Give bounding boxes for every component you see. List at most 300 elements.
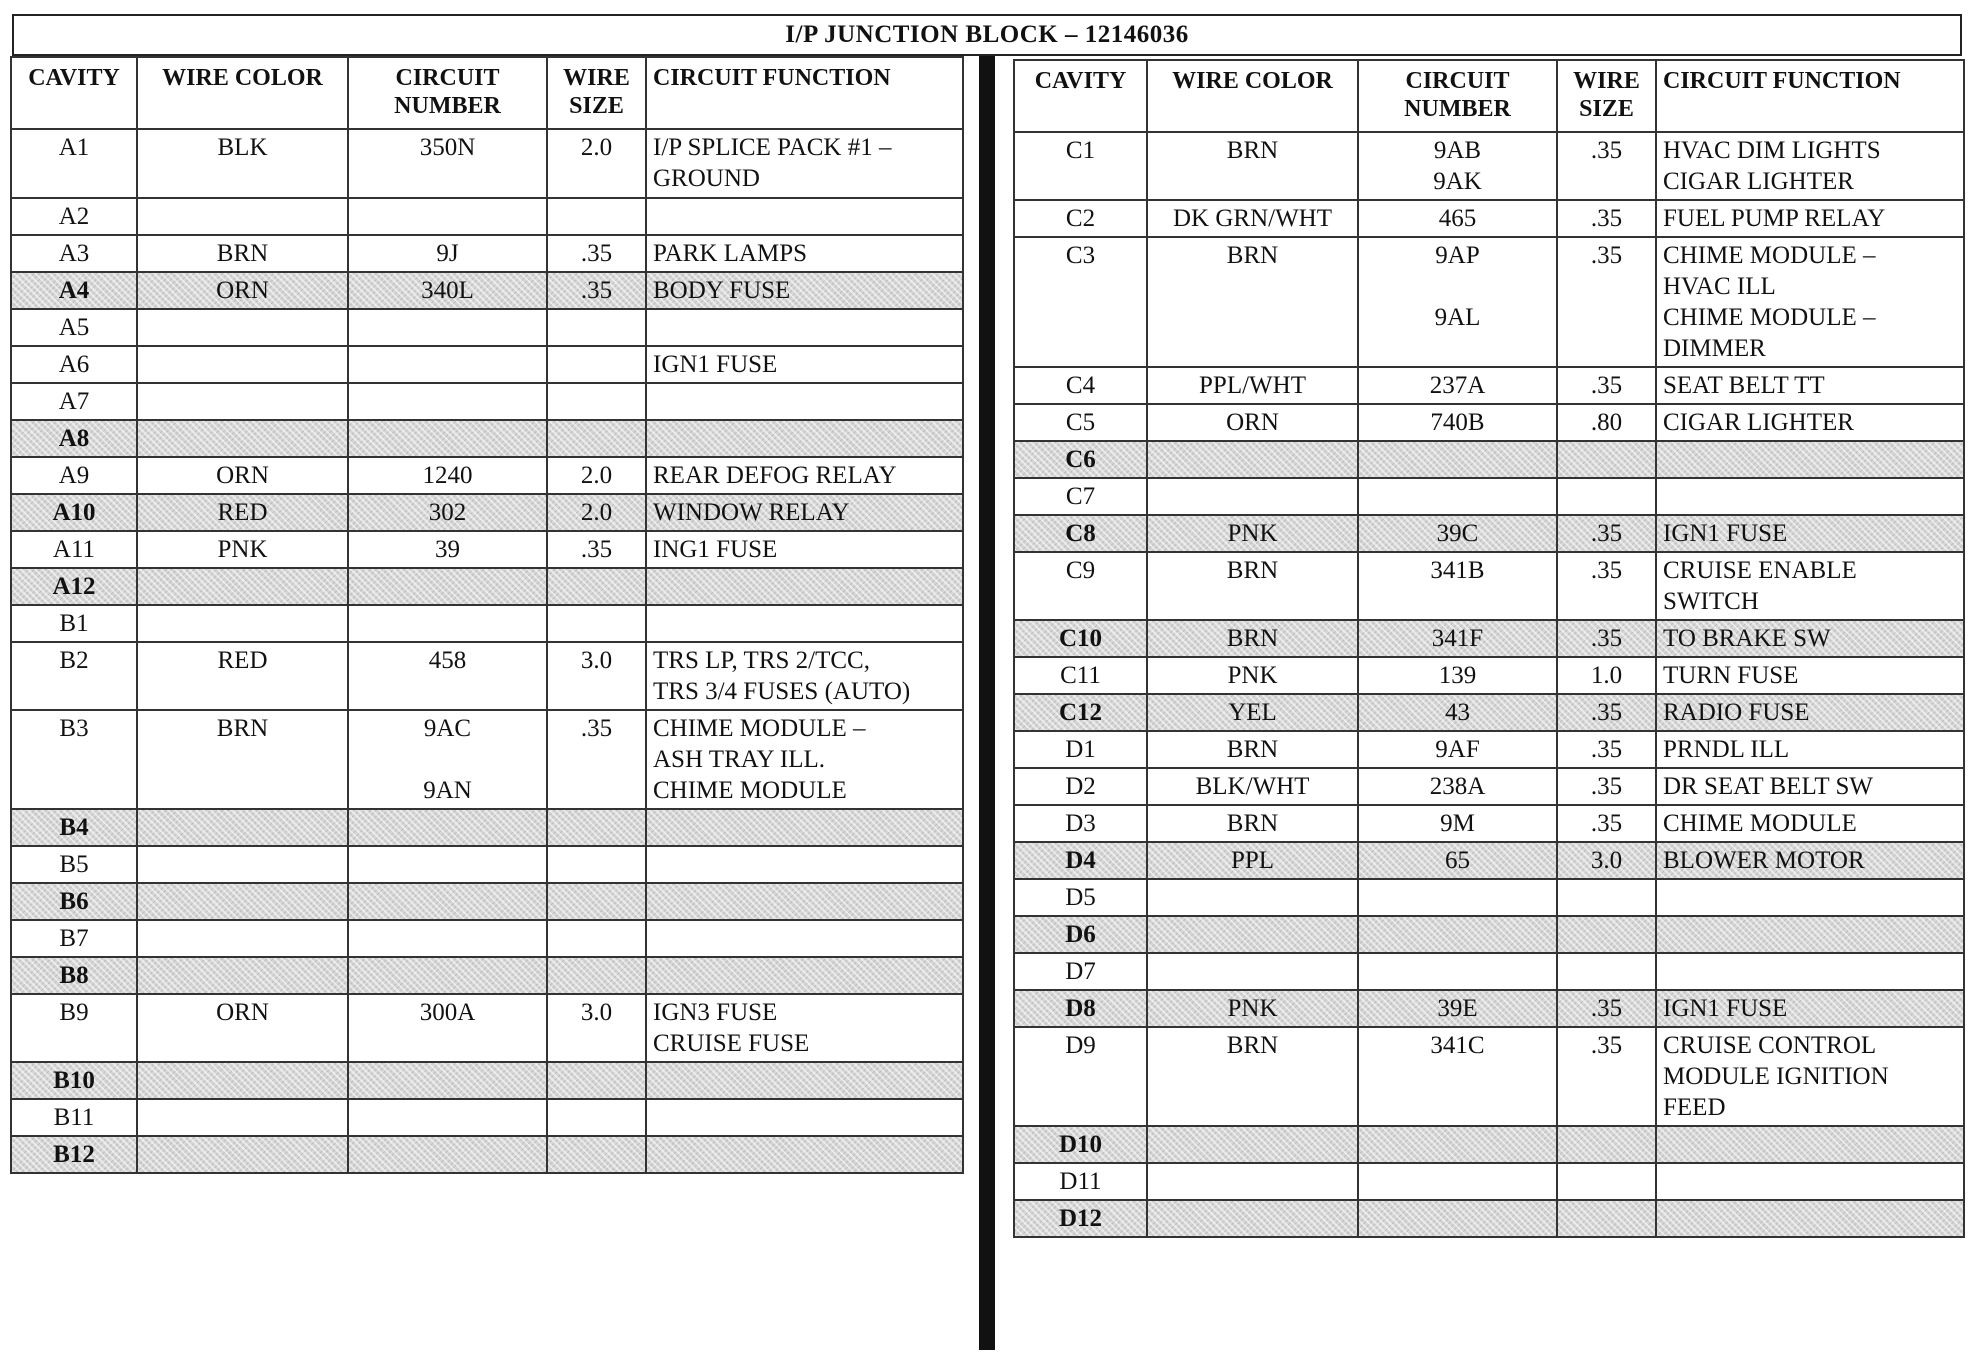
circuit-function-cell: [646, 883, 963, 920]
cavity-cell: B3: [11, 710, 137, 809]
cavity-cell: C12: [1014, 694, 1147, 731]
circuit-function-line: TURN FUSE: [1663, 662, 1799, 689]
wire-color-cell: [1147, 441, 1358, 478]
wire-color-cell: [137, 346, 348, 383]
circuit-function-cell: [646, 1136, 963, 1173]
circuit-number-line: [1365, 1203, 1550, 1234]
circuit-number-cell: [348, 846, 547, 883]
circuit-number-cell: [1358, 404, 1557, 441]
circuit-function-cell: [646, 309, 963, 346]
cavity-cell: C6: [1014, 441, 1147, 478]
cavity-cell: B10: [11, 1062, 137, 1099]
table-row: [1014, 842, 1964, 879]
table-row: [1014, 132, 1964, 200]
circuit-number-line: [1365, 1166, 1550, 1197]
table-row: [1014, 694, 1964, 731]
wire-color-cell: [137, 420, 348, 457]
circuit-function-cell: [646, 457, 963, 494]
circuit-number-line: 238A: [1429, 773, 1486, 800]
circuit-number-cell: [1358, 1027, 1557, 1126]
table-row: [1014, 1126, 1964, 1163]
circuit-function-cell: [646, 957, 963, 994]
cavity-cell: D1: [1014, 731, 1147, 768]
circuit-function-cell: [646, 494, 963, 531]
wire-size-cell: .35: [1557, 132, 1656, 200]
circuit-number-line: 39E: [1437, 995, 1478, 1022]
circuit-function-cell: [1656, 657, 1964, 694]
table-row: [1014, 404, 1964, 441]
table-row: [1014, 1027, 1964, 1126]
wire-color-cell: PNK: [137, 531, 348, 568]
circuit-number-cell: [1358, 132, 1557, 200]
circuit-number-line: 9AF: [1435, 736, 1480, 763]
wire-color-cell: RED: [137, 494, 348, 531]
header-circuit-number: [1358, 60, 1557, 132]
table-row: [1014, 515, 1964, 552]
wire-size-cell: .35: [1557, 367, 1656, 404]
cavity-cell: B9: [11, 994, 137, 1062]
wire-size-cell: 2.0: [547, 494, 646, 531]
circuit-function-cell: [646, 1099, 963, 1136]
wire-size-cell: .35: [1557, 200, 1656, 237]
circuit-function-line: CRUISE ENABLE: [1663, 557, 1857, 584]
wire-color-cell: [1147, 1126, 1358, 1163]
circuit-number-cell: [348, 605, 547, 642]
circuit-number-cell: [348, 1099, 547, 1136]
table-row: [11, 710, 963, 809]
wire-color-cell: PNK: [1147, 657, 1358, 694]
circuit-number-cell: [348, 383, 547, 420]
cavity-cell: A5: [11, 309, 137, 346]
circuit-number-cell: [348, 568, 547, 605]
circuit-function-line: MODULE IGNITION: [1663, 1063, 1889, 1090]
circuit-function-line: SWITCH: [1663, 588, 1759, 615]
circuit-function-line: CHIME MODULE: [1663, 810, 1857, 837]
header-cavity: CAVITY: [11, 57, 137, 129]
circuit-function-cell: [1656, 404, 1964, 441]
circuit-number-cell: [348, 883, 547, 920]
table-row: [11, 494, 963, 531]
circuit-number-cell: [1358, 768, 1557, 805]
wire-size-cell: .35: [1557, 620, 1656, 657]
wire-size-cell: 3.0: [1557, 842, 1656, 879]
circuit-number-line: [355, 886, 540, 917]
wire-color-cell: RED: [137, 642, 348, 710]
cavity-cell: A9: [11, 457, 137, 494]
wire-color-cell: [137, 883, 348, 920]
circuit-number-cell: [1358, 552, 1557, 620]
circuit-number-line: 9AL: [1434, 304, 1481, 331]
wire-size-cell: [1557, 916, 1656, 953]
wire-size-cell: .35: [547, 272, 646, 309]
wire-color-cell: [1147, 1200, 1358, 1237]
circuit-number-line: [355, 744, 540, 775]
wire-size-cell: 2.0: [547, 457, 646, 494]
circuit-function-cell: [1656, 1126, 1964, 1163]
circuit-function-cell: [1656, 953, 1964, 990]
circuit-function-cell: [646, 272, 963, 309]
circuit-function-cell: [646, 568, 963, 605]
cavity-cell: C10: [1014, 620, 1147, 657]
circuit-number-line: [355, 1102, 540, 1133]
table-row: [11, 198, 963, 235]
circuit-number-line: [355, 608, 540, 639]
circuit-function-cell: [1656, 1200, 1964, 1237]
wire-color-cell: ORN: [1147, 404, 1358, 441]
circuit-function-cell: [646, 346, 963, 383]
table-row: [11, 129, 963, 198]
circuit-number-cell: [348, 531, 547, 568]
table-row: [1014, 200, 1964, 237]
circuit-number-cell: [1358, 620, 1557, 657]
circuit-number-line: 341B: [1430, 557, 1485, 584]
circuit-function-line: SEAT BELT TT: [1663, 372, 1825, 399]
circuit-function-line: GROUND: [653, 165, 760, 192]
wire-color-cell: [1147, 1163, 1358, 1200]
circuit-function-line: IGN1 FUSE: [1663, 995, 1788, 1022]
circuit-number-line: 65: [1445, 847, 1470, 874]
cavity-cell: A4: [11, 272, 137, 309]
circuit-function-line: CHIME MODULE –: [653, 715, 866, 742]
circuit-function-line: IGN1 FUSE: [653, 351, 778, 378]
header-text: SIZE: [569, 93, 624, 119]
wire-size-cell: [547, 605, 646, 642]
circuit-number-line: 39: [435, 536, 460, 563]
circuit-function-line: CRUISE FUSE: [653, 1030, 810, 1057]
cavity-cell: C2: [1014, 200, 1147, 237]
circuit-number-line: [355, 312, 540, 343]
circuit-function-cell: [1656, 768, 1964, 805]
circuit-number-line: 465: [1438, 205, 1477, 232]
wire-color-cell: PPL/WHT: [1147, 367, 1358, 404]
circuit-number-cell: [348, 920, 547, 957]
wire-size-cell: [547, 920, 646, 957]
circuit-number-cell: [1358, 916, 1557, 953]
circuit-number-line: 9AB: [1433, 137, 1482, 164]
circuit-function-line: BLOWER MOTOR: [1663, 847, 1865, 874]
header-text: NUMBER: [1404, 96, 1511, 122]
wire-color-cell: [137, 1136, 348, 1173]
circuit-number-cell: [348, 309, 547, 346]
circuit-function-cell: [646, 710, 963, 809]
circuit-function-cell: [1656, 1163, 1964, 1200]
wire-color-cell: BRN: [1147, 1027, 1358, 1126]
wire-color-cell: DK GRN/WHT: [1147, 200, 1358, 237]
wire-size-cell: .35: [1557, 990, 1656, 1027]
header-circuit-number: [348, 57, 547, 129]
circuit-number-cell: [348, 420, 547, 457]
wire-color-cell: PNK: [1147, 515, 1358, 552]
cavity-cell: D10: [1014, 1126, 1147, 1163]
circuit-number-line: [355, 1139, 540, 1170]
circuit-number-cell: [1358, 1163, 1557, 1200]
circuit-number-line: [1365, 1129, 1550, 1160]
wire-size-cell: .35: [1557, 552, 1656, 620]
cavity-cell: C1: [1014, 132, 1147, 200]
table-row: [1014, 478, 1964, 515]
cavity-cell: B11: [11, 1099, 137, 1136]
cavity-cell: B12: [11, 1136, 137, 1173]
circuit-number-line: [1365, 444, 1550, 475]
wire-color-cell: [137, 605, 348, 642]
wire-size-cell: [547, 309, 646, 346]
circuit-number-cell: [348, 346, 547, 383]
circuit-function-cell: [1656, 200, 1964, 237]
wire-size-cell: .35: [1557, 1027, 1656, 1126]
wire-size-cell: [1557, 879, 1656, 916]
wire-size-cell: [547, 809, 646, 846]
circuit-function-line: IGN3 FUSE: [653, 999, 778, 1026]
cavity-cell: D8: [1014, 990, 1147, 1027]
wire-size-cell: [1557, 478, 1656, 515]
circuit-number-cell: [1358, 1200, 1557, 1237]
wire-size-cell: [1557, 1200, 1656, 1237]
header-text: WIRE: [563, 65, 630, 91]
circuit-number-cell: [348, 994, 547, 1062]
wire-size-cell: 1.0: [1557, 657, 1656, 694]
circuit-number-cell: [348, 494, 547, 531]
circuit-number-cell: [1358, 515, 1557, 552]
table-row: [11, 235, 963, 272]
circuit-function-cell: [1656, 132, 1964, 200]
header-text: NUMBER: [394, 93, 501, 119]
circuit-function-line: TRS 3/4 FUSES (AUTO): [653, 678, 911, 705]
wire-size-cell: [547, 198, 646, 235]
circuit-number-line: [1365, 956, 1550, 987]
wire-color-cell: ORN: [137, 457, 348, 494]
cavity-cell: B1: [11, 605, 137, 642]
wire-size-cell: [547, 957, 646, 994]
wire-size-cell: .35: [547, 531, 646, 568]
circuit-function-cell: [1656, 478, 1964, 515]
wire-size-cell: [547, 420, 646, 457]
circuit-function-line: I/P SPLICE PACK #1 –: [653, 134, 892, 161]
circuit-number-line: 340L: [421, 277, 474, 304]
table-row: [11, 1099, 963, 1136]
header-wire-size: [547, 57, 646, 129]
circuit-function-cell: [646, 129, 963, 198]
circuit-function-cell: [1656, 805, 1964, 842]
header-circuit-function: CIRCUIT FUNCTION: [1656, 60, 1964, 132]
table-row: [11, 883, 963, 920]
wire-color-cell: [137, 198, 348, 235]
table-body-right: [1014, 132, 1964, 1237]
wire-color-cell: ORN: [137, 994, 348, 1062]
table-row: [11, 309, 963, 346]
circuit-number-cell: [348, 1136, 547, 1173]
circuit-number-line: [355, 923, 540, 954]
wire-size-cell: 3.0: [547, 994, 646, 1062]
wire-size-cell: 3.0: [547, 642, 646, 710]
circuit-number-line: [355, 349, 540, 380]
circuit-number-cell: [1358, 694, 1557, 731]
cavity-cell: B8: [11, 957, 137, 994]
table-row: [11, 346, 963, 383]
wire-size-cell: .35: [1557, 515, 1656, 552]
circuit-function-cell: [1656, 694, 1964, 731]
circuit-function-cell: [646, 642, 963, 710]
wire-color-cell: [137, 309, 348, 346]
wire-color-cell: [1147, 953, 1358, 990]
cavity-cell: A12: [11, 568, 137, 605]
circuit-function-cell: [1656, 620, 1964, 657]
wire-size-cell: .35: [547, 235, 646, 272]
circuit-number-cell: [1358, 731, 1557, 768]
wire-size-cell: .35: [1557, 694, 1656, 731]
wire-color-cell: [137, 1099, 348, 1136]
circuit-number-line: 139: [1438, 662, 1477, 689]
circuit-number-cell: [1358, 657, 1557, 694]
circuit-number-line: [355, 201, 540, 232]
circuit-number-line: [355, 423, 540, 454]
circuit-number-line: [1365, 481, 1550, 512]
wire-color-cell: ORN: [137, 272, 348, 309]
page-title: I/P JUNCTION BLOCK – 12146036: [12, 14, 1962, 56]
header-cavity: CAVITY: [1014, 60, 1147, 132]
cavity-cell: D9: [1014, 1027, 1147, 1126]
circuit-function-cell: [1656, 990, 1964, 1027]
table-row: [11, 994, 963, 1062]
circuit-number-line: [355, 571, 540, 602]
circuit-function-line: CHIME MODULE –: [1663, 242, 1876, 269]
wire-size-cell: [547, 383, 646, 420]
circuit-number-line: [355, 960, 540, 991]
circuit-function-line: CRUISE CONTROL: [1663, 1032, 1877, 1059]
table-row: [1014, 916, 1964, 953]
cavity-cell: A7: [11, 383, 137, 420]
circuit-number-line: 740B: [1430, 409, 1485, 436]
header-circuit-function: CIRCUIT FUNCTION: [646, 57, 963, 129]
table-row: [11, 457, 963, 494]
cavity-cell: B5: [11, 846, 137, 883]
circuit-function-cell: [646, 235, 963, 272]
wire-color-cell: [137, 383, 348, 420]
cavity-cell: D6: [1014, 916, 1147, 953]
circuit-function-line: HVAC ILL: [1663, 273, 1776, 300]
wire-color-cell: [1147, 879, 1358, 916]
table-row: [1014, 805, 1964, 842]
cavity-cell: B4: [11, 809, 137, 846]
circuit-function-cell: [646, 920, 963, 957]
circuit-number-cell: [1358, 200, 1557, 237]
table-row: [1014, 879, 1964, 916]
wire-size-cell: .35: [1557, 237, 1656, 367]
cavity-cell: A11: [11, 531, 137, 568]
circuit-function-line: FEED: [1663, 1094, 1726, 1121]
circuit-number-cell: [348, 129, 547, 198]
circuit-number-cell: [348, 710, 547, 809]
circuit-number-cell: [348, 235, 547, 272]
circuit-number-cell: [348, 642, 547, 710]
table-row: [11, 272, 963, 309]
cavity-cell: C8: [1014, 515, 1147, 552]
wire-color-cell: BRN: [1147, 731, 1358, 768]
circuit-function-cell: [1656, 916, 1964, 953]
header-row: [1014, 60, 1964, 132]
wire-size-cell: 2.0: [547, 129, 646, 198]
circuit-function-line: CIGAR LIGHTER: [1663, 168, 1854, 195]
circuit-function-cell: [646, 605, 963, 642]
wire-color-cell: BRN: [1147, 805, 1358, 842]
table-row: [11, 846, 963, 883]
cavity-cell: A6: [11, 346, 137, 383]
table-row: [1014, 657, 1964, 694]
circuit-function-cell: [646, 383, 963, 420]
wire-color-cell: BRN: [1147, 132, 1358, 200]
circuit-number-cell: [1358, 805, 1557, 842]
circuit-function-line: HVAC DIM LIGHTS: [1663, 137, 1881, 164]
circuit-function-line: REAR DEFOG RELAY: [653, 462, 897, 489]
circuit-number-line: 341F: [1431, 625, 1484, 652]
circuit-function-line: PRNDL ILL: [1663, 736, 1790, 763]
wire-color-cell: BRN: [137, 710, 348, 809]
circuit-number-line: 1240: [422, 462, 473, 489]
circuit-function-cell: [646, 809, 963, 846]
wire-color-cell: PPL: [1147, 842, 1358, 879]
circuit-number-cell: [1358, 842, 1557, 879]
circuit-number-cell: [348, 809, 547, 846]
cavity-cell: B7: [11, 920, 137, 957]
wire-color-cell: [137, 568, 348, 605]
wire-color-cell: BLK: [137, 129, 348, 198]
cavity-cell: D4: [1014, 842, 1147, 879]
wire-color-cell: [137, 920, 348, 957]
table-row: [1014, 768, 1964, 805]
table-row: [11, 420, 963, 457]
circuit-number-line: [1365, 271, 1550, 302]
circuit-number-line: [355, 812, 540, 843]
table-row: [1014, 1163, 1964, 1200]
wire-size-cell: [547, 346, 646, 383]
wire-color-cell: [137, 846, 348, 883]
cavity-cell: C4: [1014, 367, 1147, 404]
circuit-function-cell: [1656, 1027, 1964, 1126]
circuit-number-line: 300A: [419, 999, 476, 1026]
circuit-function-line: TRS LP, TRS 2/TCC,: [653, 647, 870, 674]
cavity-cell: D5: [1014, 879, 1147, 916]
wire-color-cell: PNK: [1147, 990, 1358, 1027]
cavity-cell: C9: [1014, 552, 1147, 620]
circuit-function-cell: [1656, 441, 1964, 478]
circuit-number-cell: [348, 272, 547, 309]
table-row: [1014, 237, 1964, 367]
wire-size-cell: .80: [1557, 404, 1656, 441]
wire-size-cell: .35: [1557, 805, 1656, 842]
wire-size-cell: [1557, 441, 1656, 478]
cavity-cell: C5: [1014, 404, 1147, 441]
table-row: [11, 957, 963, 994]
circuit-number-line: [1365, 919, 1550, 950]
wire-size-cell: [1557, 1163, 1656, 1200]
circuit-function-line: CHIME MODULE –: [1663, 304, 1876, 331]
wire-color-cell: BRN: [137, 235, 348, 272]
table-row: [1014, 990, 1964, 1027]
table-row: [1014, 731, 1964, 768]
circuit-function-line: PARK LAMPS: [653, 240, 808, 267]
wire-size-cell: [547, 883, 646, 920]
wire-size-cell: .35: [1557, 768, 1656, 805]
circuit-number-line: 9J: [436, 240, 459, 267]
circuit-function-cell: [1656, 552, 1964, 620]
wire-size-cell: .35: [547, 710, 646, 809]
wire-color-cell: BLK/WHT: [1147, 768, 1358, 805]
circuit-function-line: RADIO FUSE: [1663, 699, 1810, 726]
header-wire-size: [1557, 60, 1656, 132]
circuit-number-line: 350N: [419, 134, 476, 161]
wire-size-cell: [547, 846, 646, 883]
circuit-function-cell: [646, 1062, 963, 1099]
circuit-number-line: 458: [428, 647, 467, 674]
